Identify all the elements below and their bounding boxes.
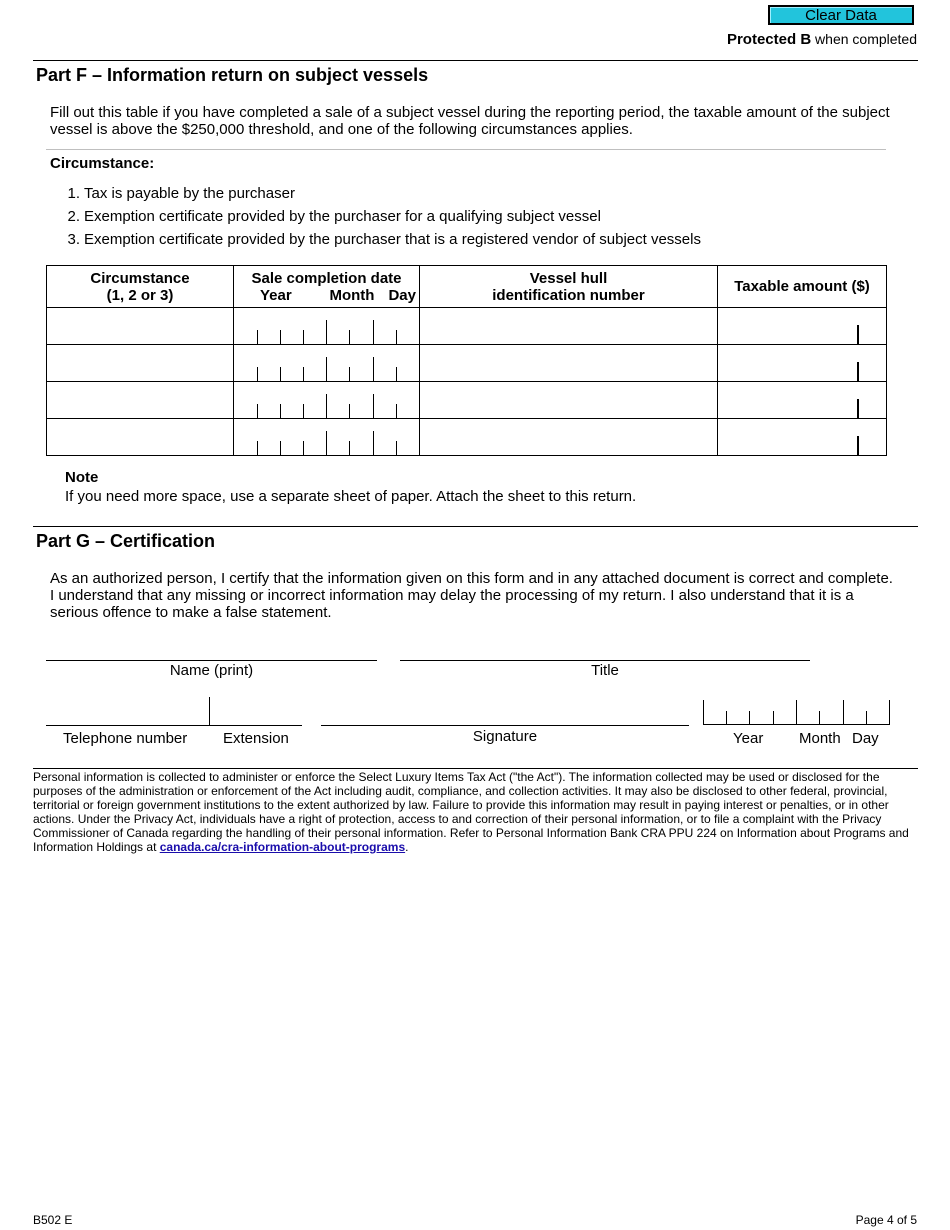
table-row [47,419,887,456]
date-cell[interactable] [234,382,420,419]
circumstance-text: Exemption certificate provided by the purchaser that is a registered vendor of subject vessels [84,231,701,248]
part-f-title: Part F – Information return on subject vessels [36,65,429,85]
signature-label: Signature [472,728,538,745]
amount-cell[interactable] [718,419,887,456]
date-cell[interactable] [234,308,420,345]
part-f-intro: Fill out this table if you have completed a sale of a subject vessel during the reporting period, the taxable amount of the subject vessel is above the $250,000 threshold, and one of the following circumstances applies. [50,104,890,138]
certification-text: As an authorized person, I certify that the information given on this form and in any attached document is correct and complete. I understand that any missing or incorrect information may delay the processing of my return. I also understand that it is a serious offence to make a false statement. [50,570,893,621]
hull-id-cell[interactable] [420,345,718,382]
protected-label [727,31,917,48]
telephone-line[interactable] [46,725,302,726]
amount-cell[interactable] [718,382,887,419]
header-circumstance-label: Circumstance [90,269,190,287]
extension-label: Extension [223,730,289,747]
header-month: Month [329,286,375,304]
circumstance-text: Exemption certificate provided by the purchaser for a qualifying subject vessel [84,208,601,225]
header-hull-id [420,266,718,308]
header-sale-date [234,266,420,308]
certification-date-field[interactable] [703,700,890,725]
title-label: Title [591,662,619,679]
table-row [47,308,887,345]
privacy-link[interactable]: canada.ca/cra-information-about-programs [159,840,406,854]
circumstance-number: 1. [67,185,80,202]
circumstance-heading: Circumstance: [50,155,155,172]
page-number: Page 4 of 5 [855,1213,917,1227]
circumstance-cell[interactable] [47,382,234,419]
circumstance-text: Tax is payable by the purchaser [84,185,295,202]
note-text: If you need more space, use a separate sheet of paper. Attach the sheet to this return. [65,488,637,505]
note-heading: Note [65,469,99,486]
hull-id-cell[interactable] [420,382,718,419]
privacy-divider [33,768,918,769]
privacy-end: . [405,840,409,854]
header-circumstance-sub: (1, 2 or 3) [106,286,174,304]
circumstance-cell[interactable] [47,419,234,456]
circumstance-number: 3. [67,231,80,248]
part-f-grey-rule [46,149,886,150]
date-cell[interactable] [234,345,420,382]
privacy-text: Personal information is collected to administer or enforce the Select Luxury Items Tax Act ("the Act"). The information collected may be used or disclosed for the purposes of the administration or enforcement of the Act including audit, compliance, and collection activities. It may also be disclosed to other federal, provincial, territorial or foreign government institutions to the extent authorized by law. Failure to provide this information may result in paying interest or penalties, or in other actions. Under the Privacy Act, individuals have a right of protection, access to and correction of their personal information, or to file a complaint with the Privacy Commissioner of Canada regarding the handling of their personal information. Refer to Personal Information Bank CRA PPU 224 on Information about Programs and Information Holdings at [33,770,909,854]
circumstance-item [46,208,601,225]
title-line[interactable] [400,660,810,661]
header-circumstance [47,266,234,308]
date-day-label: Day [852,730,879,747]
header-sale-date-label: Sale completion date [251,269,402,287]
name-line[interactable] [46,660,377,661]
part-g-divider [33,526,918,527]
table-row [47,345,887,382]
protected-bold: Protected B [726,31,812,48]
table-header-row [47,266,887,308]
circumstance-number: 2. [67,208,80,225]
amount-cell[interactable] [718,345,887,382]
signature-line[interactable] [321,725,689,726]
vessel-table [46,265,887,456]
part-g-title: Part G – Certification [36,531,216,551]
circumstance-cell[interactable] [47,345,234,382]
form-id: B502 E [33,1213,73,1227]
header-taxable-amount: Taxable amount ($) [718,266,887,308]
clear-data-button[interactable]: Clear Data [768,5,914,25]
privacy-notice [33,770,918,854]
name-label: Name (print) [169,662,254,679]
table-row [47,382,887,419]
telephone-label: Telephone number [63,730,188,747]
circumstance-item [46,231,701,248]
circumstance-cell[interactable] [47,308,234,345]
date-month-label: Month [799,730,841,747]
protected-rest: when completed [811,31,917,47]
header-day: Day [388,286,416,304]
header-year: Year [260,286,292,304]
top-divider [33,60,918,61]
date-year-label: Year [733,730,764,747]
header-hull-sub: identification number [492,286,645,304]
header-hull-label: Vessel hull [529,269,608,287]
date-cell[interactable] [234,419,420,456]
amount-cell[interactable] [718,308,887,345]
extension-divider [209,697,210,725]
hull-id-cell[interactable] [420,308,718,345]
hull-id-cell[interactable] [420,419,718,456]
circumstance-item [46,185,295,202]
